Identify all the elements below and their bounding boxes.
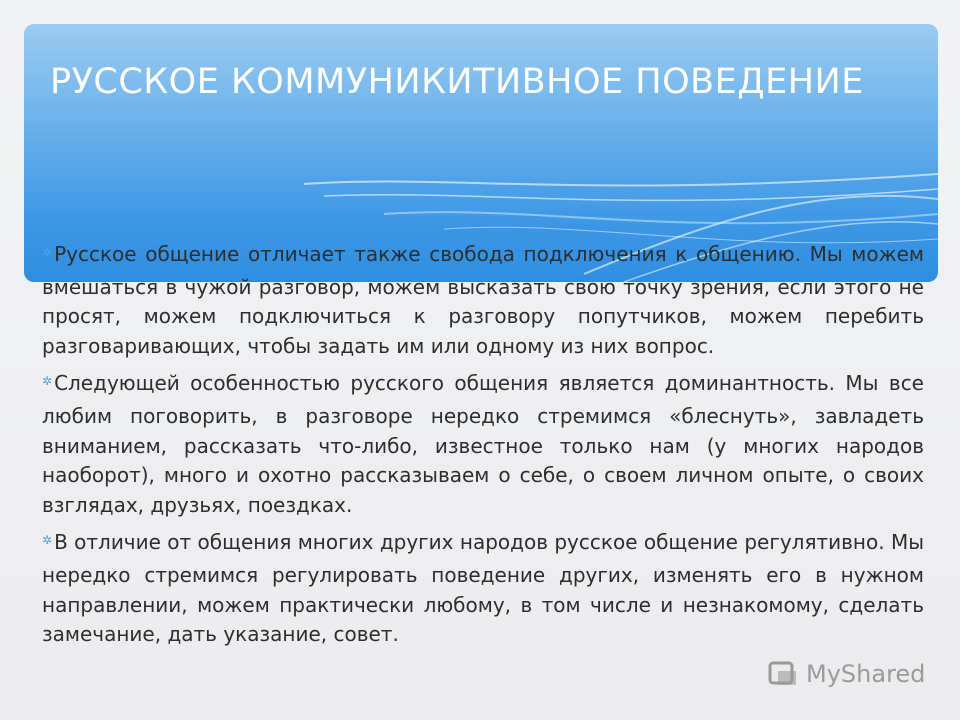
- paragraph: [42, 240, 924, 361]
- myshared-watermark: [768, 654, 925, 694]
- paragraph: [42, 528, 924, 649]
- myshared-logo-icon: [768, 657, 802, 691]
- bullet-icon: ✲: [42, 374, 53, 389]
- bullet-icon: ✲: [42, 533, 53, 548]
- paragraph: [42, 369, 924, 520]
- slide-title: РУССКОЕ КОММУНИКИТИВНОЕ ПОВЕДЕНИЕ: [50, 62, 864, 102]
- watermark-text: MyShared: [806, 660, 926, 688]
- slide-body: [42, 240, 924, 658]
- paragraph-text: В отличие от общения многих других народов русское общение регулятивно. Мы нередко стремимся регулировать поведение других, изменять его в нужном направлении, можем практически любому, в том числе и незнакомому, сделать замечание, дать указание, совет.: [42, 530, 924, 647]
- bullet-icon: ✲: [42, 245, 53, 259]
- paragraph-text: Следующей особенностью русского общения является доминантность. Мы все любим поговорить, в разговоре нередко стремимся «блеснуть», завладеть вниманием, рассказать что-либо, известное только нам (у многих народов наоборот), много и охотно рассказываем о себе, о своем личном опыте, о своих взглядах, друзьях, поездках.: [42, 371, 924, 517]
- paragraph-text: Русское общение отличает также свобода подключения к общению. Мы можем вмешаться в чужой разговор, можем высказать свою точку зрения, если этого не просят, можем подключиться к разговору попутчиков, можем перебить разговаривающих, чтобы задать им или одному из них вопрос.: [42, 242, 924, 358]
